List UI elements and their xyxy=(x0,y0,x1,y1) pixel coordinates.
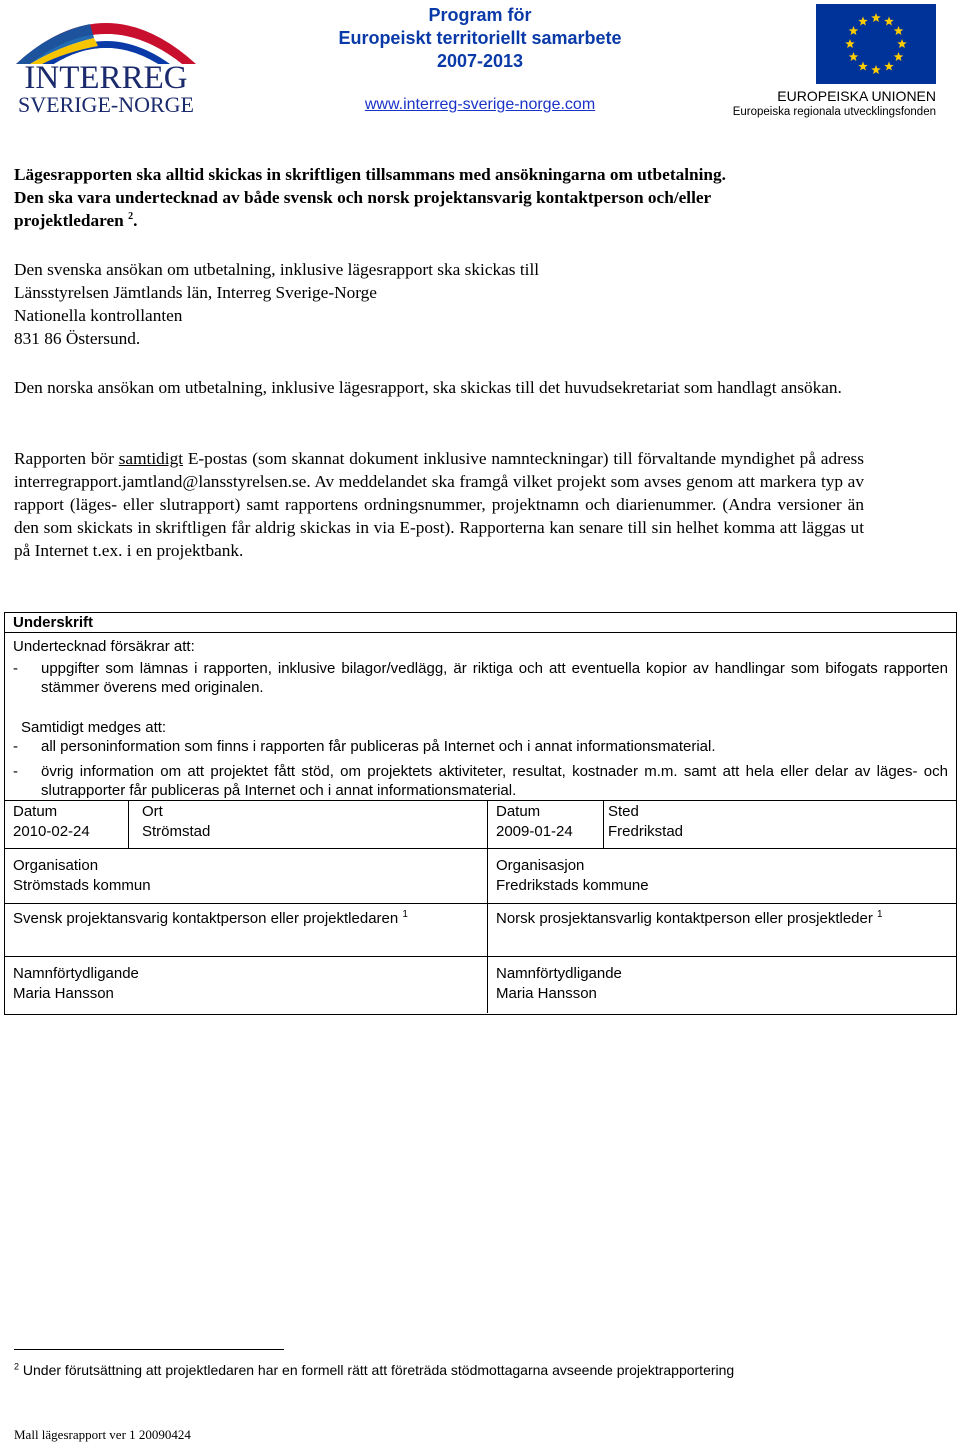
se-name-label: Namnförtydligande xyxy=(13,965,139,982)
no-place-value: Fredrikstad xyxy=(608,823,684,840)
address-line-4: 831 86 Östersund. xyxy=(14,329,141,348)
declaration-item-2: - all personinformation som finns i rapporten får publiceras på Internet och i annat informationsmaterial. xyxy=(13,738,716,755)
eu-logo xyxy=(732,4,948,122)
grid-line xyxy=(603,800,604,848)
samtidigt-underlined: samtidigt xyxy=(118,449,184,468)
grid-line xyxy=(487,800,488,1013)
svg-text:INTERREG: INTERREG xyxy=(24,60,188,96)
template-version-footer: Mall lägesrapport ver 1 20090424 xyxy=(14,1427,191,1442)
footnote-ref-2: 2 xyxy=(128,211,134,223)
eu-star-icon xyxy=(849,26,859,35)
eu-star-icon xyxy=(858,16,868,25)
address-line-1: Den svenska ansökan om utbetalning, inklusive lägesrapport ska skickas till xyxy=(14,260,540,279)
eu-flag-icon xyxy=(816,4,936,84)
footnote-separator xyxy=(14,1349,284,1350)
declaration-item-3: - övrig information om att projektet fått stöd, om projektets aktiviteter, resultat, kostnader m.m. samt att hela eller delar av läges- och slutrapporter får publiceras på Internet och i annat informationsmaterial. xyxy=(13,763,948,799)
intro-paragraph xyxy=(14,163,864,232)
email-paragraph: Rapporten bör samtidigt E-postas (som skannat dokument inklusive namnteckningar) till förvaltande myndighet på adress interregrapport.jamtland@lansstyrelsen.se. Av meddelandet ska framgå vilket projekt som avses genom att markera typ av rapport (läges- eller slutrapport) samt rapportens ordningsnummer, projektnamn och diarienummer. (Andra versioner än den som skickats in skriftligen får aldrig skickas in via E-post). Rapporterna kan senare till sin helhet komma att läggas ut på Internet t.ex. i en projektbank. xyxy=(14,449,864,560)
no-name-value: Maria Hansson xyxy=(496,985,597,1002)
intro-line-3: projektledaren $^2$. xyxy=(14,211,138,230)
also-agreed-label: Samtidigt medges att: xyxy=(21,719,167,736)
se-contact-label: Svensk projektansvarig kontaktperson eller projektledaren $^1$ xyxy=(13,909,408,927)
program-title-line1: Program för xyxy=(428,5,532,25)
eu-star-icon xyxy=(884,62,894,71)
eu-star-icon xyxy=(858,62,868,71)
swedish-address-paragraph xyxy=(14,258,864,350)
interreg-sverige-norge-logo xyxy=(10,4,202,119)
se-name-value: Maria Hansson xyxy=(13,985,114,1002)
interreg-arc-icon xyxy=(10,4,202,119)
no-name-label: Namnförtydligande xyxy=(496,965,622,982)
no-contact-label: Norsk prosjektansvarlig kontaktperson eller prosjektleder $^1$ xyxy=(496,909,883,927)
program-title-block xyxy=(300,4,660,115)
norwegian-paragraph: Den norska ansökan om utbetalning, inklusive lägesrapport, ska skickas till det huvudsekretariat som handlagt ansökan. xyxy=(14,378,842,397)
eu-star-icon xyxy=(871,13,881,22)
signature-intro: Undertecknad försäkrar att: xyxy=(13,638,195,655)
signature-box xyxy=(4,612,957,1015)
no-date-label: Datum xyxy=(496,803,541,820)
no-date-value: 2009-01-24 xyxy=(496,823,573,840)
intro-line-1: Lägesrapporten ska alltid skickas in skriftligen tillsammans med ansökningarna om utbetalning. xyxy=(14,165,726,184)
eu-star-icon xyxy=(897,39,907,48)
eu-star-icon xyxy=(894,52,904,61)
no-place-label: Sted xyxy=(608,803,639,820)
intro-line-2: Den ska vara undertecknad av både svensk och norsk projektansvarig kontaktperson och/eller xyxy=(14,188,712,207)
page-header xyxy=(0,0,960,130)
grid-line xyxy=(5,848,956,849)
se-org-label: Organisation xyxy=(13,857,99,874)
no-org-value: Fredrikstads kommune xyxy=(496,877,649,894)
grid-line xyxy=(5,903,956,904)
declaration-item-1: - uppgifter som lämnas i rapporten, inklusive bilagor/vedlägg, är riktiga och att eventuella kopior av handlingar som bifogats rapporten stämmer överens med originalen. xyxy=(13,660,948,696)
eu-star-icon xyxy=(849,52,859,61)
address-line-2: Länsstyrelsen Jämtlands län, Interreg Sverige-Norge xyxy=(14,283,377,302)
grid-line xyxy=(5,956,956,957)
footnote-2: $^2$ Under förutsättning att projektledaren har en formell rätt att företräda stödmottagarna avseende projektrapportering xyxy=(14,1361,735,1378)
se-place-value: Strömstad xyxy=(142,823,211,840)
eu-star-icon xyxy=(845,39,855,48)
se-date-label: Datum xyxy=(13,803,58,820)
signature-heading: Underskrift xyxy=(5,613,956,633)
eu-star-icon xyxy=(894,26,904,35)
svg-text:SVERIGE-NORGE: SVERIGE-NORGE xyxy=(18,92,194,117)
eu-star-icon xyxy=(871,65,881,74)
no-org-label: Organisasjon xyxy=(496,857,585,874)
eu-star-icon xyxy=(884,16,894,25)
eu-fund-name: Europeiska regionala utvecklingsfonden xyxy=(732,106,936,118)
program-years: 2007-2013 xyxy=(436,51,524,71)
address-line-3: Nationella kontrollanten xyxy=(14,306,183,325)
grid-line xyxy=(128,800,129,848)
eu-name: EUROPEISKA UNIONEN xyxy=(777,88,936,104)
program-url-link[interactable]: www.interreg-sverige-norge.com xyxy=(364,96,596,113)
program-title-line2: Europeiskt territoriellt samarbete xyxy=(338,28,622,48)
se-place-label: Ort xyxy=(142,803,163,820)
grid-line xyxy=(5,800,956,801)
se-date-value: 2010-02-24 xyxy=(13,823,90,840)
se-org-value: Strömstads kommun xyxy=(13,877,151,894)
